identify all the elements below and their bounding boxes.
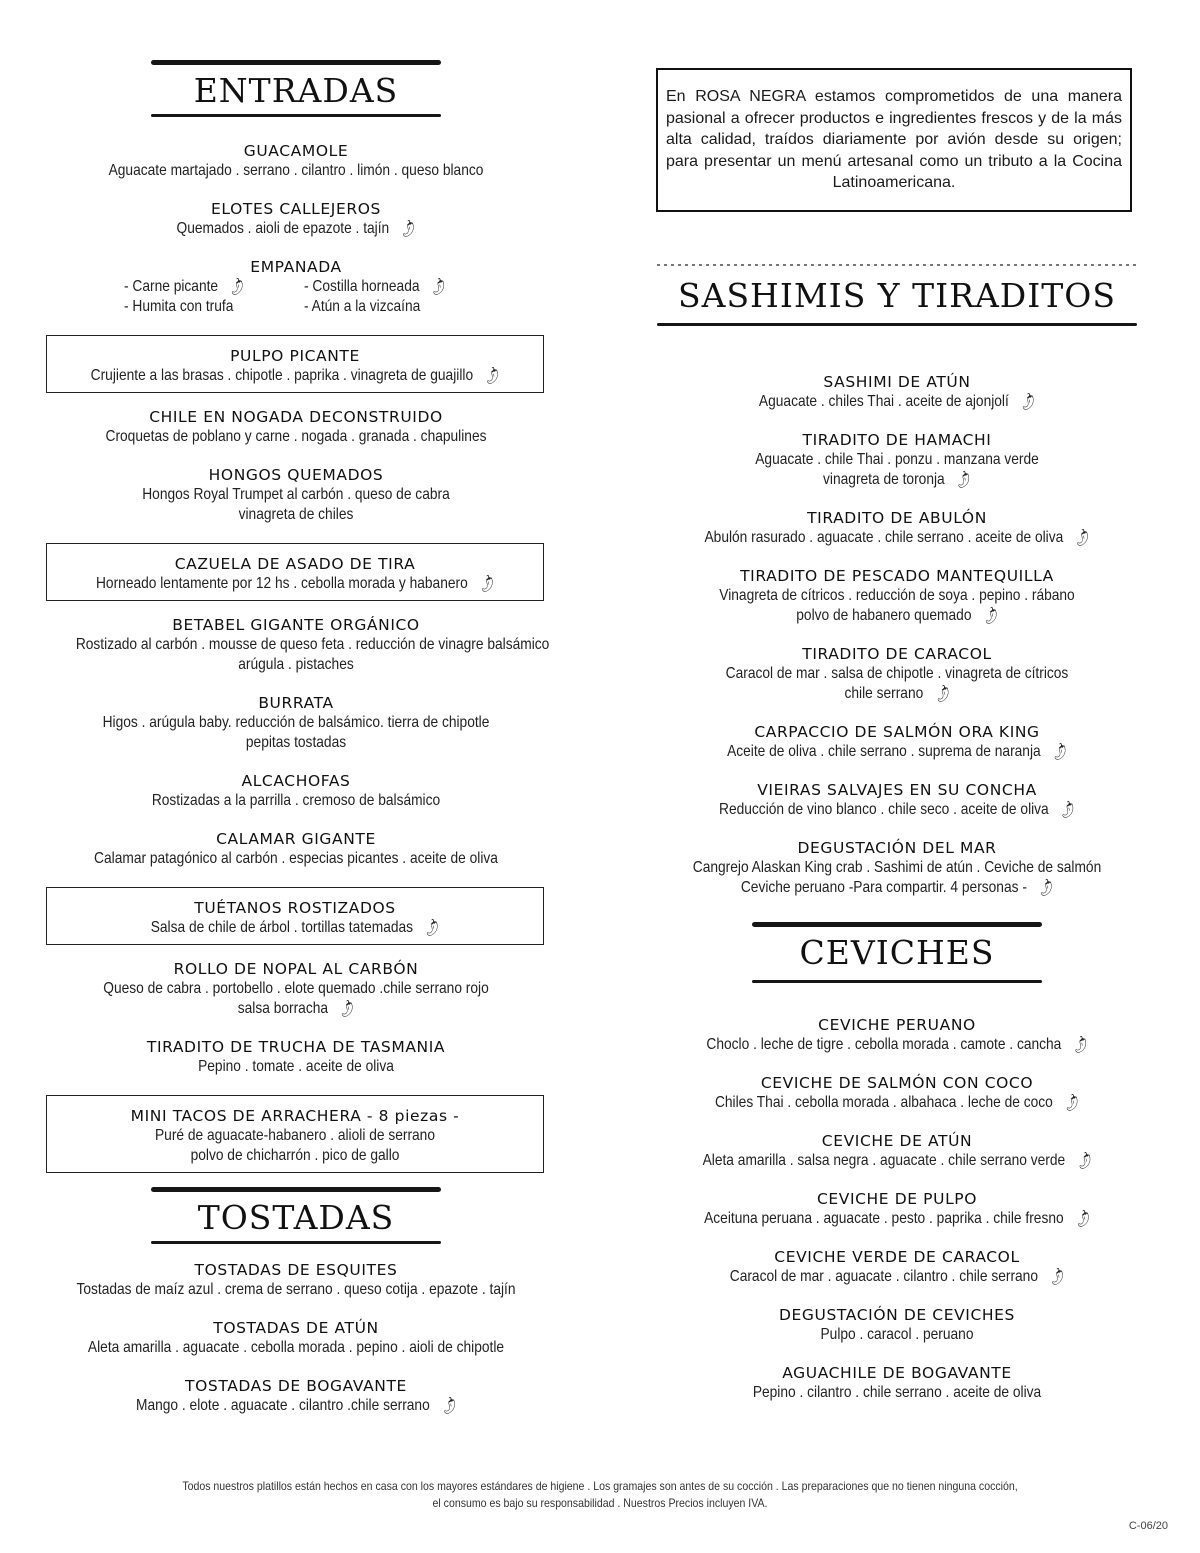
chili-pepper-icon: 🌶 bbox=[397, 216, 419, 241]
option-column bbox=[123, 274, 264, 317]
brush-divider bbox=[752, 980, 1042, 983]
dish-name: SASHIMI DE ATÚN bbox=[823, 372, 971, 391]
chili-pepper-icon: 🌶 bbox=[953, 467, 975, 491]
brush-divider bbox=[657, 264, 1137, 266]
description-text: Aguacate . chiles Thai . aceite de ajonjolí bbox=[758, 392, 1009, 410]
dish-description bbox=[686, 664, 1107, 684]
dish-description bbox=[686, 1148, 1107, 1172]
chili-pepper-icon: 🌶 bbox=[1035, 875, 1057, 899]
chili-pepper-icon: 🌶 bbox=[1071, 525, 1093, 549]
dish-description bbox=[76, 161, 516, 181]
option-item bbox=[303, 274, 449, 299]
description-text: Caracol de mar . salsa de chipotle . vinagreta de cítricos bbox=[725, 664, 1069, 682]
option-item bbox=[124, 297, 244, 317]
dish-description bbox=[686, 1206, 1107, 1230]
dish-description bbox=[76, 713, 516, 733]
chili-pepper-icon: 🌶 bbox=[1057, 797, 1079, 821]
chili-pepper-icon: 🌶 bbox=[1072, 1206, 1093, 1230]
description-text: Rostizado al carbón . mousse de queso feta . reducción de vinagre balsámico bbox=[75, 636, 550, 653]
description-text: arúgula . pistaches bbox=[238, 656, 354, 673]
footer-line: el consumo es bajo su responsabilidad . Nuestros Precios incluyen IVA. bbox=[432, 1496, 768, 1510]
menu-item bbox=[40, 959, 552, 1019]
chili-pepper-icon: 🌶 bbox=[1061, 1090, 1083, 1114]
dish-name: DEGUSTACIÓN DE CEVICHES bbox=[779, 1305, 1015, 1324]
dish-description bbox=[76, 1393, 516, 1418]
option-column bbox=[303, 274, 469, 317]
section-title-entradas: ENTRADAS bbox=[193, 71, 399, 110]
description-text: chile serrano bbox=[844, 684, 924, 702]
chili-pepper-icon: 🌶 bbox=[438, 1393, 460, 1418]
section-title-sashimis: SASHIMIS Y TIRADITOS bbox=[678, 275, 1116, 315]
description-text: Salsa de chile de árbol . tortillas tatemadas bbox=[150, 919, 414, 936]
menu-item bbox=[652, 1073, 1142, 1113]
chili-pepper-icon: 🌶 bbox=[481, 363, 503, 388]
section-title-tostadas: TOSTADAS bbox=[197, 1198, 395, 1237]
description-text: Hongos Royal Trumpet al carbón . queso de cabra bbox=[142, 486, 450, 503]
ceviches-header bbox=[652, 922, 1142, 983]
dish-name: ALCACHOFAS bbox=[241, 772, 351, 790]
dish-description bbox=[76, 1280, 516, 1300]
sashimis-header bbox=[652, 264, 1142, 326]
chili-pepper-icon: 🌶 bbox=[1046, 1264, 1068, 1288]
dish-description bbox=[76, 655, 516, 675]
left-column bbox=[40, 60, 552, 1434]
menu-item-highlighted bbox=[46, 887, 544, 945]
dish-description bbox=[75, 635, 550, 655]
dish-name: DEGUSTACIÓN DEL MAR bbox=[797, 838, 997, 857]
menu-item bbox=[652, 1015, 1142, 1055]
dish-description bbox=[686, 1325, 1107, 1345]
dish-name: CEVICHE VERDE DE CARACOL bbox=[774, 1247, 1020, 1266]
dish-name: AGUACHILE DE BOGAVANTE bbox=[782, 1363, 1012, 1382]
menu-item bbox=[652, 838, 1142, 898]
option-label: - Carne picante bbox=[123, 278, 218, 295]
dish-name: TOSTADAS DE ESQUITES bbox=[194, 1261, 398, 1279]
option-label: - Atún a la vizcaína bbox=[303, 298, 420, 315]
menu-item bbox=[40, 141, 552, 181]
dish-description bbox=[76, 996, 516, 1021]
dish-name: TIRADITO DE PESCADO MANTEQUILLA bbox=[740, 566, 1054, 585]
menu-item-highlighted bbox=[46, 543, 544, 601]
menu-item bbox=[652, 566, 1142, 626]
menu-item bbox=[40, 1318, 552, 1358]
menu-item bbox=[40, 1037, 552, 1077]
dish-name: CARPACCIO DE SALMÓN ORA KING bbox=[754, 722, 1040, 741]
menu-item bbox=[40, 771, 552, 811]
dish-name: EMPANADA bbox=[250, 258, 342, 276]
dish-name: TOSTADAS DE BOGAVANTE bbox=[185, 1377, 407, 1395]
section-title-ceviches: CEVICHES bbox=[799, 932, 995, 972]
description-text: Aleta amarilla . salsa negra . aguacate . chile serrano verde bbox=[702, 1151, 1066, 1169]
brush-divider bbox=[151, 1241, 441, 1244]
description-text: Vinagreta de cítricos . reducción de soya . pepino . rábano bbox=[719, 586, 1075, 604]
dish-name: MINI TACOS DE ARRACHERA - 8 piezas - bbox=[130, 1107, 460, 1125]
dish-description bbox=[76, 505, 516, 525]
brush-divider bbox=[657, 323, 1137, 326]
dish-description bbox=[686, 1264, 1107, 1288]
description-text: Aguacate . chile Thai . ponzu . manzana verde bbox=[755, 450, 1039, 468]
dish-name: CALAMAR GIGANTE bbox=[216, 830, 376, 848]
option-item bbox=[304, 297, 446, 317]
dish-name: HONGOS QUEMADOS bbox=[208, 466, 384, 484]
chili-pepper-icon: 🌶 bbox=[1073, 1148, 1095, 1172]
dish-description bbox=[76, 979, 516, 999]
menu-item bbox=[652, 508, 1142, 548]
menu-item bbox=[40, 1376, 552, 1416]
dish-name: TIRADITO DE TRUCHA DE TASMANIA bbox=[146, 1038, 446, 1056]
dish-name: TUÉTANOS ROSTIZADOS bbox=[194, 899, 396, 917]
tostadas-list bbox=[40, 1260, 552, 1416]
description-text: salsa borracha bbox=[237, 1000, 329, 1017]
chili-pepper-icon: 🌶 bbox=[421, 915, 443, 940]
brush-divider bbox=[151, 1187, 441, 1192]
chili-pepper-icon: 🌶 bbox=[476, 571, 498, 596]
dish-name: TIRADITO DE CARACOL bbox=[802, 644, 992, 663]
dish-name: CEVICHE PERUANO bbox=[818, 1015, 976, 1034]
dish-name: PULPO PICANTE bbox=[230, 347, 360, 365]
dish-description bbox=[686, 586, 1107, 606]
description-text: Quemados . aioli de epazote . tajín bbox=[176, 220, 390, 237]
description-text: Cangrejo Alaskan King crab . Sashimi de atún . Ceviche de salmón bbox=[692, 858, 1102, 876]
description-text: vinagreta de chiles bbox=[238, 506, 354, 523]
dish-name: ELOTES CALLEJEROS bbox=[211, 200, 381, 218]
dish-description bbox=[686, 1090, 1107, 1114]
right-column bbox=[652, 60, 1142, 1421]
dish-description bbox=[76, 1338, 516, 1358]
dish-name: BURRATA bbox=[258, 694, 334, 712]
description-text: pepitas tostadas bbox=[245, 734, 347, 751]
description-text: Caracol de mar . aguacate . cilantro . chile serrano bbox=[729, 1267, 1038, 1285]
menu-item bbox=[652, 430, 1142, 490]
description-text: Calamar patagónico al carbón . especias picantes . aceite de oliva bbox=[94, 850, 498, 867]
menu-item bbox=[652, 1363, 1142, 1403]
menu-item bbox=[40, 829, 552, 869]
brush-divider bbox=[151, 60, 441, 65]
dish-description bbox=[82, 1146, 509, 1166]
dish-description bbox=[686, 681, 1107, 705]
menu-code: C-06/20 bbox=[1128, 1520, 1168, 1532]
menu-item-highlighted bbox=[46, 335, 544, 393]
intro-box: En ROSA NEGRA estamos comprometidos de una manera pasional a ofrecer productos e ingredientes frescos y de la más alta calidad, traídos diariamente por avión desde su origen; para presentar un menú artesanal como un tributo a la Cocina Latinoamericana. bbox=[656, 68, 1132, 212]
dish-name: CAZUELA DE ASADO DE TIRA bbox=[174, 555, 416, 573]
description-text: Croquetas de poblano y carne . nogada . granada . chapulines bbox=[105, 428, 487, 445]
description-text: Abulón rasurado . aguacate . chile serrano . aceite de oliva bbox=[704, 528, 1064, 546]
dish-description bbox=[686, 875, 1107, 899]
tostadas-header bbox=[40, 1187, 552, 1244]
dish-description bbox=[686, 739, 1107, 763]
menu-item bbox=[40, 199, 552, 239]
dish-description bbox=[686, 1383, 1107, 1403]
menu-item bbox=[652, 722, 1142, 762]
dish-description bbox=[686, 858, 1107, 878]
dish-description bbox=[76, 427, 516, 447]
dish-description bbox=[686, 797, 1107, 821]
chili-pepper-icon: 🌶 bbox=[979, 603, 1001, 627]
description-text: Aguacate martajado . serrano . cilantro . limón . queso blanco bbox=[108, 162, 484, 179]
description-text: Aceite de oliva . chile serrano . suprema de naranja bbox=[727, 742, 1041, 760]
description-text: Pulpo . caracol . peruano bbox=[820, 1325, 974, 1343]
description-text: Horneado lentamente por 12 hs . cebolla morada y habanero bbox=[95, 575, 468, 592]
chili-pepper-icon: 🌶 bbox=[1069, 1032, 1091, 1056]
menu-item bbox=[652, 1247, 1142, 1287]
dish-description bbox=[686, 389, 1107, 413]
dish-description bbox=[76, 1057, 516, 1077]
description-text: Pepino . tomate . aceite de oliva bbox=[198, 1058, 394, 1075]
menu-item bbox=[652, 372, 1142, 412]
chili-pepper-icon: 🌶 bbox=[931, 681, 953, 705]
menu-item bbox=[40, 257, 552, 317]
description-text: Queso de cabra . portobello . elote quemado .chile serrano rojo bbox=[103, 980, 489, 997]
chili-pepper-icon: 🌶 bbox=[427, 274, 449, 299]
menu-item-highlighted bbox=[46, 1095, 544, 1173]
dish-name: VIEIRAS SALVAJES EN SU CONCHA bbox=[757, 780, 1037, 799]
dish-name: CEVICHE DE PULPO bbox=[816, 1189, 978, 1208]
dish-name: TIRADITO DE ABULÓN bbox=[807, 508, 987, 527]
description-text: Choclo . leche de tigre . cebolla morada . camote . cancha bbox=[706, 1035, 1062, 1053]
description-text: Rostizadas a la parrilla . cremoso de balsámico bbox=[151, 792, 441, 809]
dish-name: GUACAMOLE bbox=[243, 142, 349, 160]
menu-item bbox=[40, 407, 552, 447]
menu-item bbox=[652, 1189, 1142, 1229]
menu-item bbox=[40, 615, 552, 675]
dish-description bbox=[76, 485, 516, 505]
description-text: Reducción de vino blanco . chile seco . aceite de oliva bbox=[719, 800, 1049, 818]
menu-item bbox=[40, 693, 552, 753]
sashimis-list bbox=[652, 372, 1142, 898]
dish-description bbox=[82, 571, 509, 596]
menu-item bbox=[652, 1305, 1142, 1345]
dish-description bbox=[686, 450, 1107, 470]
option-list bbox=[40, 274, 552, 317]
footer-note bbox=[0, 1478, 1200, 1512]
menu-item bbox=[652, 1131, 1142, 1171]
description-text: Pepino . cilantro . chile serrano . aceite de oliva bbox=[752, 1383, 1042, 1401]
option-label: - Costilla horneada bbox=[303, 278, 420, 295]
chili-pepper-icon: 🌶 bbox=[1049, 739, 1071, 763]
description-text: Chiles Thai . cebolla morada . albahaca . leche de coco bbox=[714, 1093, 1053, 1111]
dish-description bbox=[686, 467, 1107, 491]
dish-description bbox=[686, 525, 1107, 549]
dish-description bbox=[82, 915, 509, 940]
entradas-list bbox=[40, 141, 552, 1173]
dish-description bbox=[82, 1126, 509, 1146]
footer-line: Todos nuestros platillos están hechos en casa con los mayores estándares de higiene . Los gramajes son antes de su cocción . Las preparaciones que no tienen ninguna cocción, bbox=[182, 1479, 1018, 1493]
menu-item bbox=[40, 465, 552, 525]
description-text: polvo de habanero quemado bbox=[796, 606, 972, 624]
description-text: Tostadas de maíz azul . crema de serrano . queso cotija . epazote . tajín bbox=[76, 1281, 516, 1298]
description-text: Aleta amarilla . aguacate . cebolla morada . pepino . aioli de chipotle bbox=[87, 1339, 505, 1356]
entradas-header bbox=[40, 60, 552, 117]
dish-name: CEVICHE DE ATÚN bbox=[821, 1131, 973, 1150]
description-text: polvo de chicharrón . pico de gallo bbox=[190, 1147, 400, 1164]
menu-item bbox=[652, 780, 1142, 820]
dish-name: ROLLO DE NOPAL AL CARBÓN bbox=[173, 960, 419, 978]
dish-description bbox=[686, 603, 1107, 627]
dish-name: TOSTADAS DE ATÚN bbox=[213, 1319, 379, 1337]
chili-pepper-icon: 🌶 bbox=[226, 274, 248, 299]
description-text: Crujiente a las brasas . chipotle . paprika . vinagreta de guajillo bbox=[90, 367, 474, 384]
brush-divider bbox=[151, 114, 441, 117]
dish-name: CEVICHE DE SALMÓN CON COCO bbox=[760, 1073, 1034, 1092]
ceviches-list bbox=[652, 1015, 1142, 1403]
dish-name: BETABEL GIGANTE ORGÁNICO bbox=[172, 616, 420, 634]
description-text: Higos . arúgula baby. reducción de balsámico. tierra de chipotle bbox=[102, 714, 490, 731]
description-text: Aceituna peruana . aguacate . pesto . paprika . chile fresno bbox=[704, 1209, 1064, 1227]
menu-item bbox=[40, 1260, 552, 1300]
dish-description bbox=[76, 791, 516, 811]
dish-name: CHILE EN NOGADA DECONSTRUIDO bbox=[149, 408, 443, 426]
chili-pepper-icon: 🌶 bbox=[1017, 389, 1039, 413]
description-text: Ceviche peruano -Para compartir. 4 personas - bbox=[740, 878, 1027, 896]
dish-description bbox=[76, 216, 516, 241]
chili-pepper-icon: 🌶 bbox=[336, 996, 358, 1021]
description-text: vinagreta de toronja bbox=[823, 470, 945, 488]
dish-description bbox=[82, 363, 509, 388]
dish-description bbox=[76, 733, 516, 753]
dish-name: TIRADITO DE HAMACHI bbox=[802, 430, 992, 449]
option-item bbox=[123, 274, 248, 299]
option-label: - Humita con trufa bbox=[123, 298, 233, 315]
description-text: Mango . elote . aguacate . cilantro .chile serrano bbox=[136, 1397, 430, 1414]
brush-divider bbox=[752, 922, 1042, 927]
description-text: Puré de aguacate-habanero . alioli de serrano bbox=[155, 1127, 435, 1144]
menu-item bbox=[652, 644, 1142, 704]
dish-description bbox=[686, 1032, 1107, 1056]
dish-description bbox=[76, 849, 516, 869]
